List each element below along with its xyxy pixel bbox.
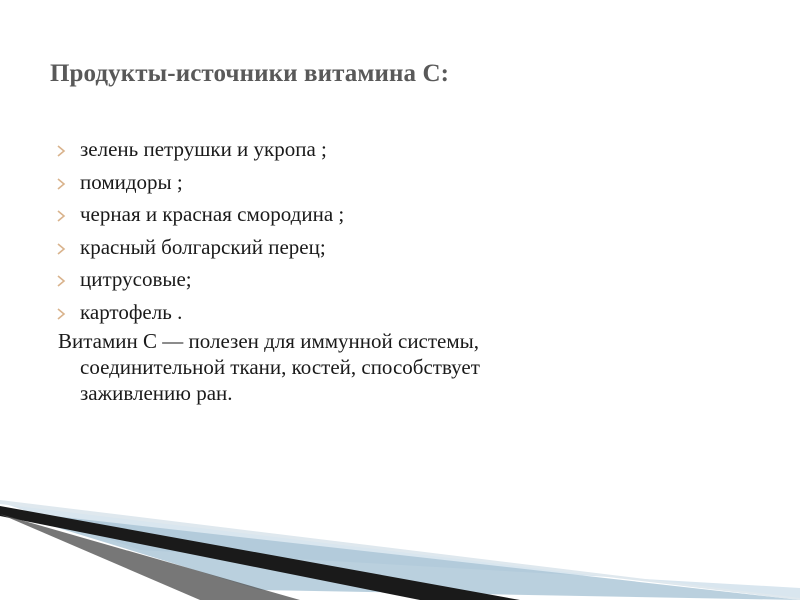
- list-item-text: цитрусовые;: [80, 267, 192, 292]
- list-item-text: зелень петрушки и укропа ;: [80, 137, 327, 161]
- bullet-chevron-icon: [56, 201, 80, 233]
- list-item: [56, 169, 756, 202]
- decorative-wave-graphic: [0, 480, 800, 600]
- list-item-text: помидоры ;: [80, 169, 183, 194]
- list-item-text: черная и красная смородина ;: [80, 202, 345, 227]
- description-line: Витамин С — полезен для иммунной системы,: [58, 329, 480, 353]
- list-item: [56, 234, 756, 267]
- list-item-text: красный болгарский перец;: [80, 234, 326, 259]
- bullet-chevron-icon: [56, 299, 80, 331]
- bullet-chevron-icon: [56, 136, 80, 168]
- description-line: соединительной ткани, костей, способствует: [80, 355, 480, 379]
- bullet-chevron-icon: [56, 169, 80, 201]
- list-item: [56, 136, 756, 169]
- vitamin-c-description: [58, 328, 698, 406]
- list-item-text: картофель .: [80, 299, 183, 324]
- bullet-chevron-icon: [56, 266, 80, 298]
- bullet-chevron-icon: [56, 234, 80, 266]
- list-item: [56, 266, 756, 299]
- description-line: заживлению ран.: [80, 381, 233, 405]
- bullet-list: [56, 136, 756, 332]
- list-item: [56, 201, 756, 234]
- slide-title: Продукты-источники витамина С:: [50, 60, 450, 87]
- list-item: [56, 299, 756, 332]
